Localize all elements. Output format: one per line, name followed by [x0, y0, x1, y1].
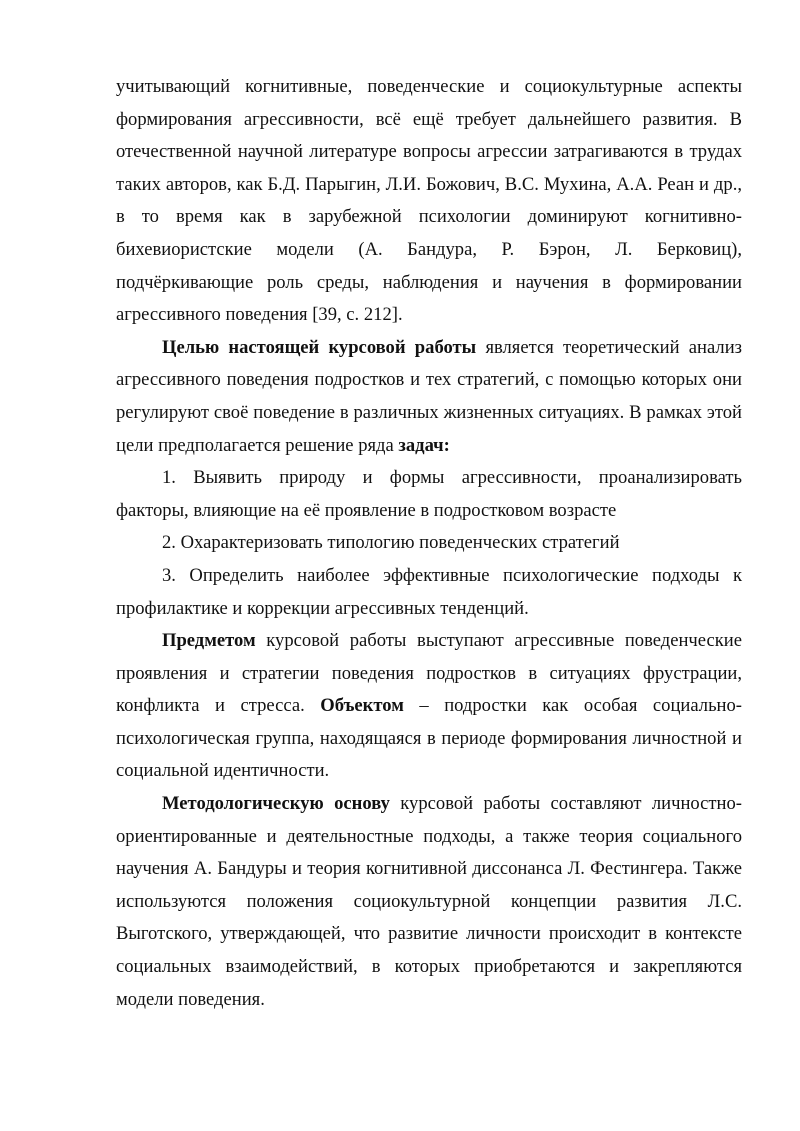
paragraph-text: учитывающий когнитивные, поведенческие и социокультурные аспекты формирования агрессивности, всё ещё требует дальнейшего развития. В отечественной научной литературе вопросы агрессии затрагиваются в трудах таких авторов, как Б.Д. Парыгин, Л.И. Божович, В.С. Мухина, А.А. Реан и др., в то время как в зарубежной психологии доминируют когнитивно-бихевиористские модели (А. Бандура, Р. Бэрон, Л. Берковиц), подчёркивающие роль среды, наблюдения и научения в формировании агрессивного поведения [39, с. 212]. [116, 76, 742, 326]
object-text: – подростки как особая социально-психологическая группа, находящаяся в периоде формирования личностной и социальной идентичности. [116, 695, 742, 782]
paragraph-subject-object [116, 625, 742, 788]
task-item-1: 1. Выявить природу и формы агрессивности, проанализировать факторы, влияющие на её проявление в подростковом возрасте [116, 467, 742, 521]
paragraph-methodology [116, 788, 742, 1016]
subject-label: Предметом [162, 630, 256, 652]
object-label: Объектом [320, 695, 404, 717]
document-body [116, 71, 742, 1016]
goal-heading: Целью настоящей курсовой работы [162, 336, 477, 358]
task-item-2: 2. Охарактеризовать типологию поведенческих стратегий [162, 532, 620, 554]
methodology-label: Методологическую основу [162, 793, 390, 815]
task-item-3: 3. Определить наиболее эффективные психологические подходы к профилактике и коррекции агрессивных тенденций. [116, 564, 742, 619]
paragraph-goal [116, 332, 742, 462]
subject-text: курсовой работы выступают агрессивные поведенческие проявления и стратегии поведения подростков в ситуациях фрустрации, конфликта и стресса. [116, 630, 742, 717]
methodology-text: курсовой работы составляют личностно-ориентированные и деятельностные подходы, а также теория социального научения А. Бандуры и теория когнитивной диссонанса Л. Фестингера. Также используются положения социокультурной концепции развития Л.С. Выготского, утверждающей, что развитие личности происходит в контексте социальных взаимодействий, в которых приобретаются и закрепляются модели поведения. [116, 793, 742, 1010]
paragraph-literature-review [116, 71, 742, 332]
tasks-label: задач: [398, 434, 450, 456]
goal-text: является теоретический анализ агрессивного поведения подростков и тех стратегий, с помощью которых они регулируют своё поведение в различных жизненных ситуациях. В рамках этой цели предполагается решение ряда [116, 336, 742, 456]
